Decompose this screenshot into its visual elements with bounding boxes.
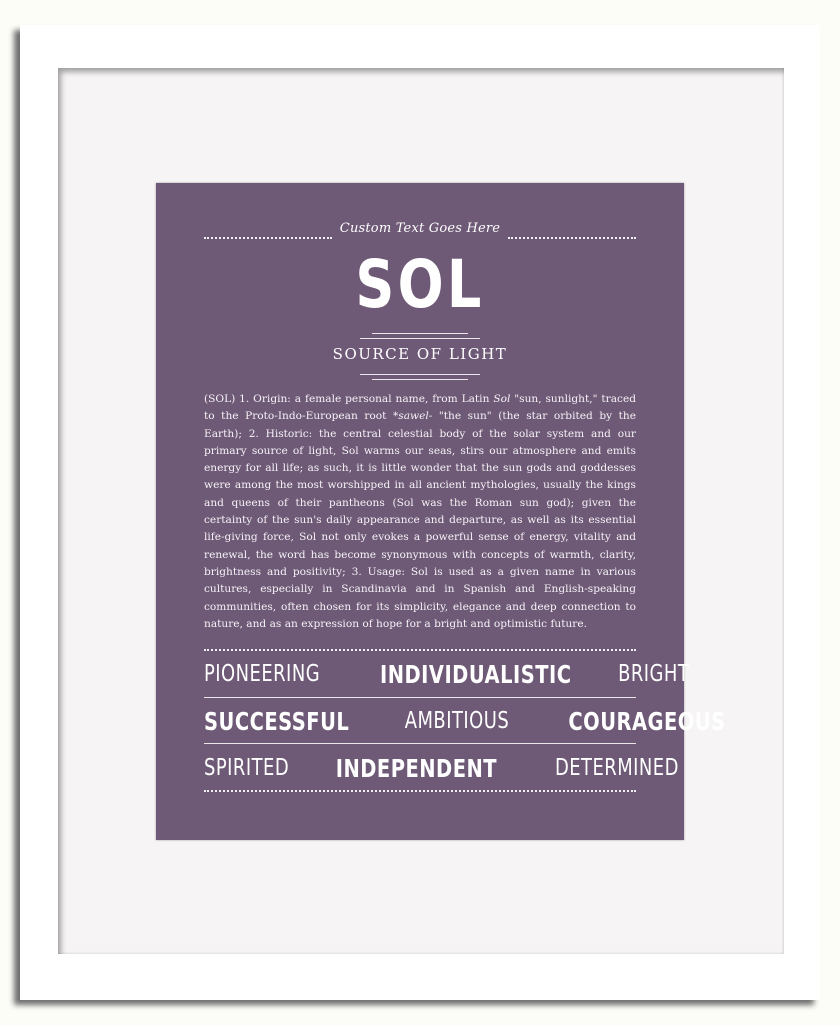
top-left-dotted-line xyxy=(204,237,332,239)
poster-name: SOL xyxy=(355,246,485,323)
traits-top-dotted-line xyxy=(204,649,636,651)
traits-row-3 xyxy=(204,749,679,787)
meaning-rule-bottom-1 xyxy=(360,374,480,375)
traits-separator-1 xyxy=(204,697,636,698)
definition-latin-word: Sol xyxy=(493,393,511,405)
name-poster xyxy=(156,183,726,840)
definition-part-1: (SOL) 1. Origin: a female personal name, from Latin xyxy=(204,393,494,405)
trait-word: INDIVIDUALISTIC xyxy=(379,659,572,689)
name-meaning: SOURCE OF LIGHT xyxy=(332,345,508,363)
definition-part-2: "sun, sunlight," traced to the Proto-Indo-European root xyxy=(204,393,636,423)
trait-word: INDEPENDENT xyxy=(335,753,498,783)
traits-separator-2 xyxy=(204,743,636,744)
meaning-rule-bottom-2 xyxy=(372,379,468,380)
traits-row-1 xyxy=(204,655,690,693)
trait-word: SUCCESSFUL xyxy=(204,706,350,736)
trait-word: DETERMINED xyxy=(554,755,679,781)
definition-root-word: *sawel- xyxy=(393,410,433,423)
name-definition xyxy=(204,391,636,633)
trait-word: COURAGEOUS xyxy=(568,706,726,736)
trait-word: BRIGHT xyxy=(618,661,690,687)
meaning-rule-top-1 xyxy=(372,333,468,334)
trait-word: PIONEERING xyxy=(204,661,321,687)
custom-text: Custom Text Goes Here xyxy=(339,221,501,236)
top-right-dotted-line xyxy=(508,237,636,239)
traits-row-2 xyxy=(204,702,726,740)
trait-word: AMBITIOUS xyxy=(405,708,510,734)
trait-word: SPIRITED xyxy=(204,755,290,781)
meaning-rule-top-2 xyxy=(360,338,480,339)
definition-part-3: "the sun" (the star orbited by the Earth); 2. Historic: the central celestial body of the solar system and our primary source of light, Sol warms our seas, stirs our atmosphere and emits energy for all life; as such, it is little wonder that the sun gods and goddesses were among the most worshipped in all ancient mythologies, usually the kings and queens of their pantheons (Sol was the Roman sun god); given the certainty of the sun's daily appearance and departure, as well as its essential life-giving force, Sol not only evokes a powerful sense of energy, vitality and renewal, the word has become synonymous with concepts of warmth, clarity, brightness and positivity; 3. Usage: Sol is used as a given name in various cultures, especially in Scandinavia and in Spanish and English-speaking communities, often chosen for its simplicity, elegance and deep connection to nature, and as an expression of hope for a bright and optimistic future. xyxy=(204,410,636,630)
traits-bottom-dotted-line xyxy=(204,790,636,792)
